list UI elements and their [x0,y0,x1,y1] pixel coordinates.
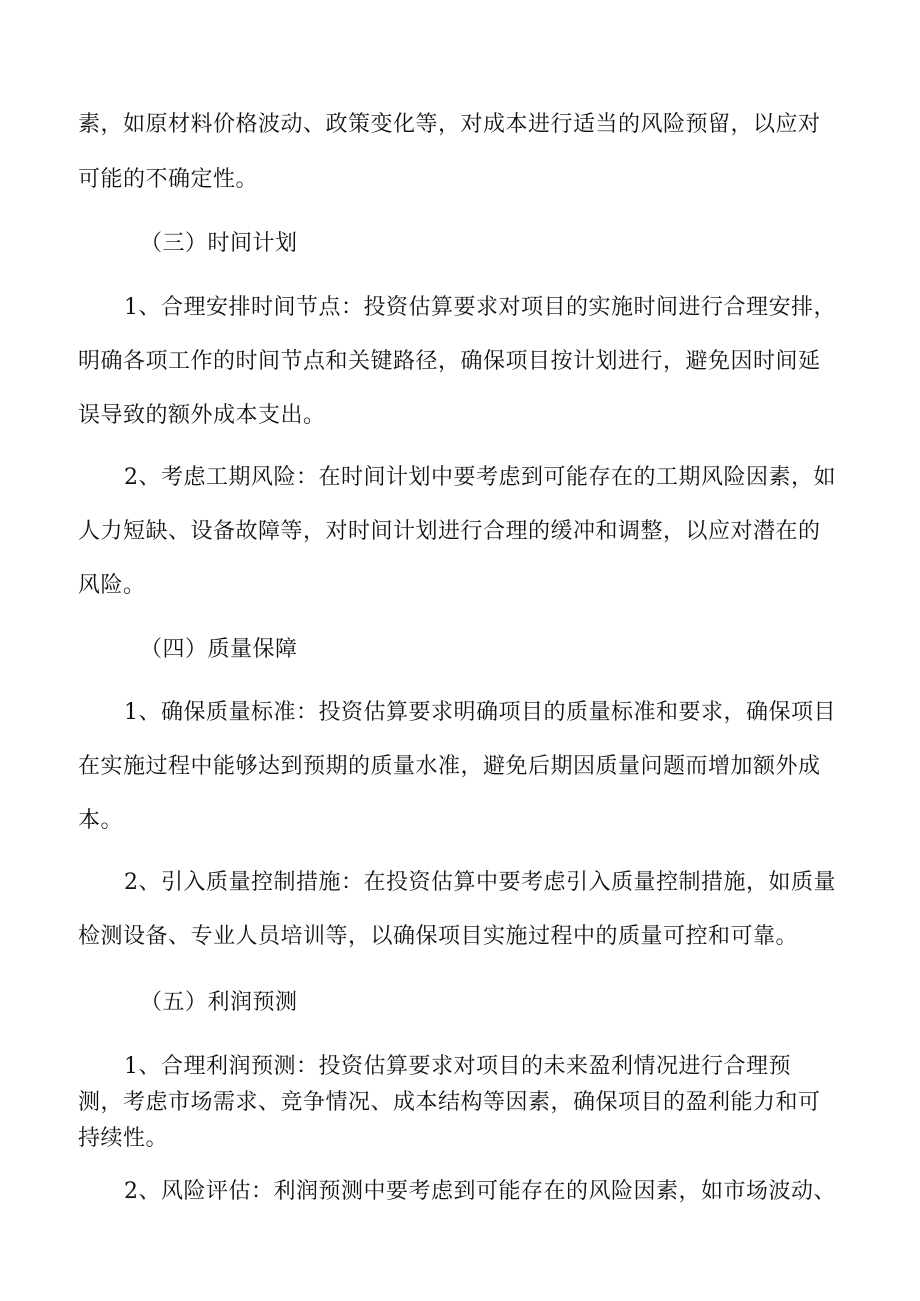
paragraph-line: 风险。 [78,573,146,598]
paragraph-line: 2、引入质量控制措施：在投资估算中要考虑引入质量控制措施，如质量 [124,870,836,895]
paragraph-line: 1、合理安排时间节点：投资估算要求对项目的实施时间进行合理安排， [124,295,836,320]
section-heading-time-plan: （三）时间计划 [140,231,298,256]
paragraph-line: 在实施过程中能够达到预期的质量水准，避免后期因质量问题而增加额外成 [78,754,821,779]
paragraph-line: 本。 [78,808,124,833]
paragraph-line: 1、确保质量标准：投资估算要求明确项目的质量标准和要求，确保项目 [124,700,836,725]
paragraph-line: 2、风险评估：利润预测中要考虑到可能存在的风险因素，如市场波动、 [124,1179,836,1204]
paragraph-line: 2、考虑工期风险：在时间计划中要考虑到可能存在的工期风险因素，如 [124,465,836,490]
section-heading-profit: （五）利润预测 [140,990,298,1015]
section-heading-quality: （四）质量保障 [140,637,298,662]
paragraph-line: 人力短缺、设备故障等，对时间计划进行合理的缓冲和调整，以应对潜在的 [78,519,821,544]
paragraph-line: 误导致的额外成本支出。 [78,403,326,428]
paragraph-line: 可能的不确定性。 [78,167,259,192]
paragraph-line: 1、合理利润预测：投资估算要求对项目的未来盈利情况进行合理预 [124,1054,791,1079]
paragraph-line: 素，如原材料价格波动、政策变化等，对成本进行适当的风险预留，以应对 [78,112,821,137]
paragraph-line: 检测设备、专业人员培训等，以确保项目实施过程中的质量可控和可靠。 [78,924,799,949]
paragraph-line: 持续性。 [78,1126,169,1151]
paragraph-line: 明确各项工作的时间节点和关键路径，确保项目按计划进行，避免因时间延 [78,349,821,374]
paragraph-line: 测，考虑市场需求、竞争情况、成本结构等因素，确保项目的盈利能力和可 [78,1090,821,1115]
